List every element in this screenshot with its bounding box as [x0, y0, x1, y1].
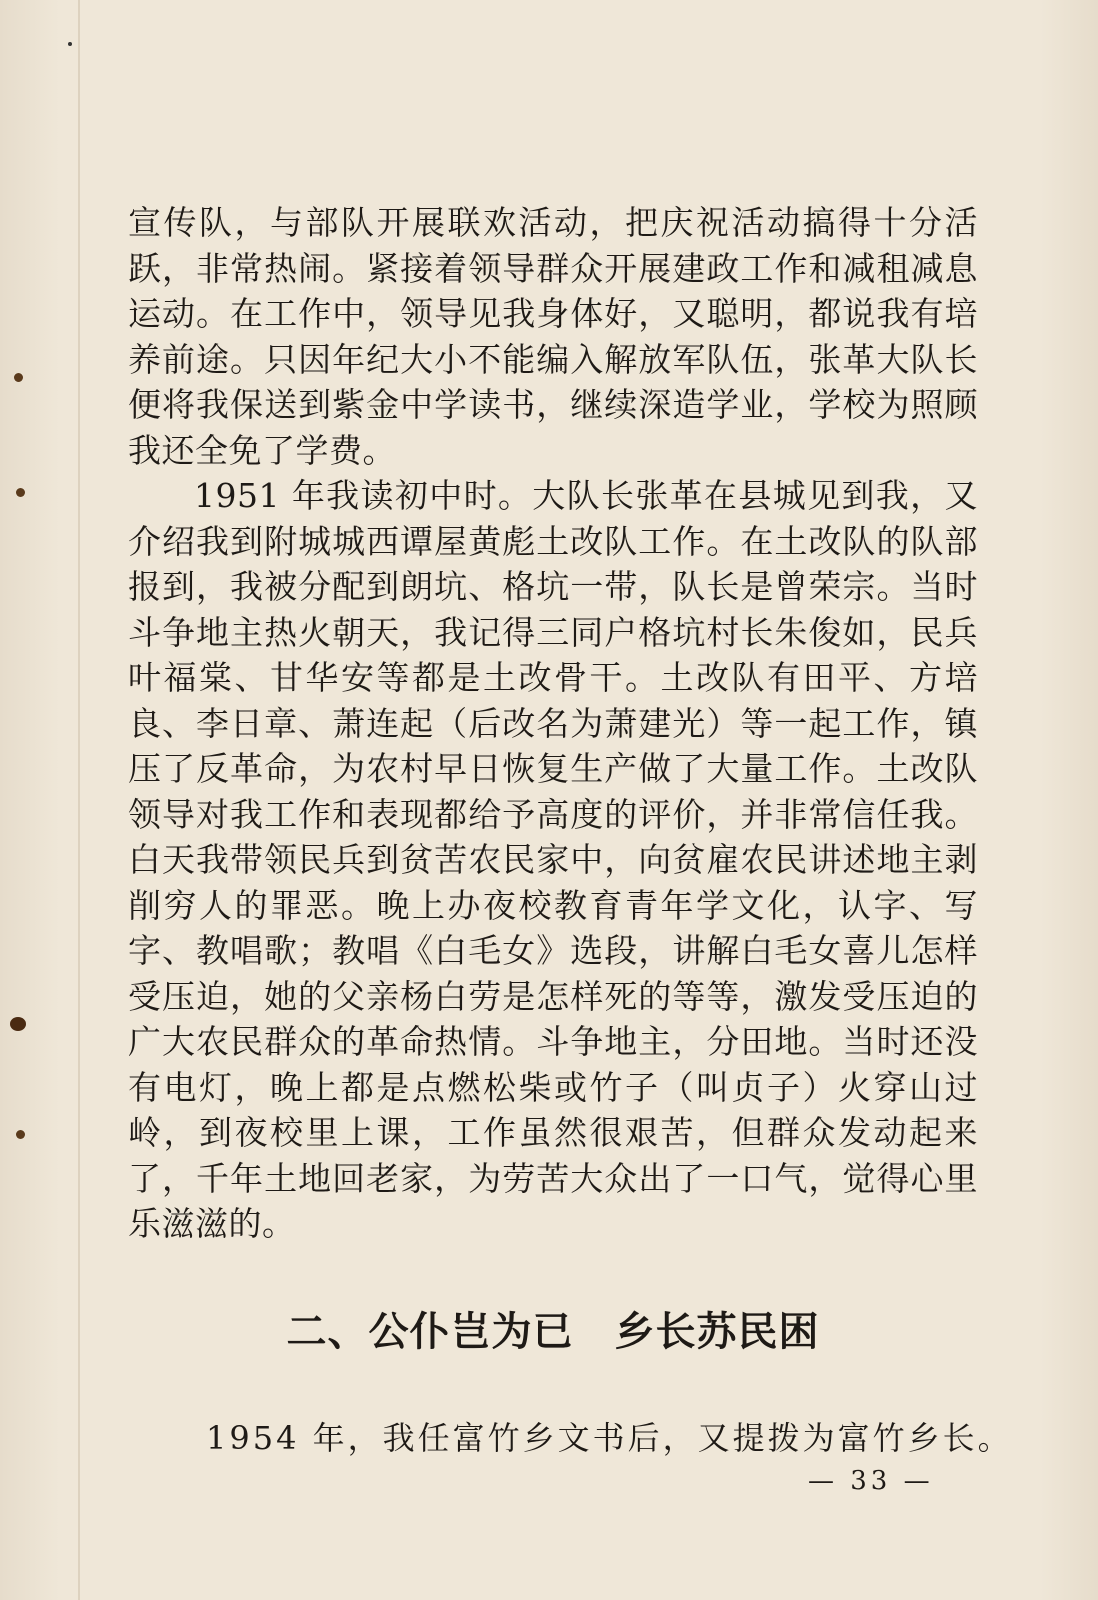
binding-hole	[14, 373, 23, 382]
binding-hole	[16, 1130, 25, 1139]
speck-mark	[68, 42, 72, 46]
page-number: — 33 —	[808, 1466, 934, 1496]
binding-margin-line	[78, 0, 80, 1600]
binding-hole	[16, 488, 25, 497]
paragraph-2: 1951 年我读初中时。大队长张革在县城见到我，又介绍我到附城城西谭屋黄彪土改队工作。在土改队的队部报到，我被分配到朗坑、格坑一带，队长是曾荣宗。当时斗争地主热火朝天，我记得三同户格坑村长朱俊如，民兵叶福棠、甘华安等都是土改骨干。土改队有田平、方培良、李日章、萧连起（后改名为萧建光）等一起工作，镇压了反革命，为农村早日恢复生产做了大量工作。土改队领导对我工作和表现都给予高度的评价，并非常信任我。白天我带领民兵到贫苦农民家中，向贫雇农民讲述地主剥削穷人的罪恶。晚上办夜校教育青年学文化，认字、写字、教唱歌；教唱《白毛女》选段，讲解白毛女喜儿怎样受压迫，她的父亲杨白劳是怎样死的等等，激发受压迫的广大农民群众的革命热情。斗争地主，分田地。当时还没有电灯，晚上都是点燃松柴或竹子（叫贞子）火穿山过岭，到夜校里上课，工作虽然很艰苦，但群众发动起来了，千年土地回老家，为劳苦大众出了一口气，觉得心里乐滋滋的。	[128, 476, 978, 1243]
section-heading: 二、公仆岂为已 乡长苏民困	[286, 1309, 820, 1355]
binding-hole	[10, 1017, 26, 1031]
paragraph-3: 1954 年，我任富竹乡文书后，又提拨为富竹乡长。	[206, 1419, 1013, 1457]
body-text	[128, 200, 978, 1247]
paragraph-1: 宣传队，与部队开展联欢活动，把庆祝活动搞得十分活跃，非常热闹。紧接着领导群众开展建政工作和减租减息运动。在工作中，领导见我身体好，又聪明，都说我有培养前途。只因年纪大小不能编入解放军队伍，张革大队长便将我保送到紫金中学读书，继续深造学业，学校为照顾我还全免了学费。	[128, 203, 978, 470]
